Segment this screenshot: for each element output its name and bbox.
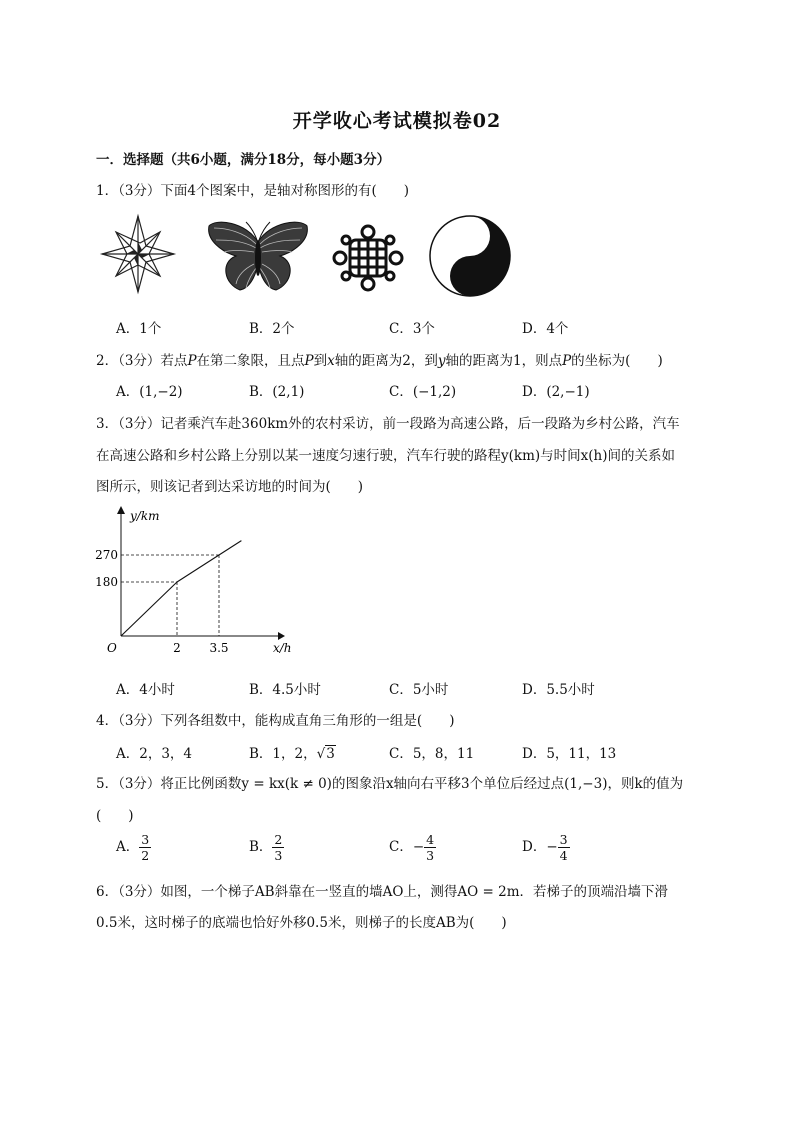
x-axis-label: x/h: [273, 641, 292, 655]
q1-option-d[interactable]: D．4个: [522, 321, 569, 337]
series-line-segment: [177, 555, 219, 582]
q5-option-b[interactable]: B． $\frac{2}{3}$: [249, 832, 283, 863]
compass-star-icon: [98, 212, 178, 296]
q1-stem: 1．（3分）下面4个图案中，是轴对称图形的有( ): [96, 183, 410, 199]
q4-stem: 4．（3分）下列各组数中，能构成直角三角形的一组是( ): [96, 713, 455, 729]
chinese-knot-icon: [330, 222, 406, 294]
q2-stem: 2．（3分）若点P在第二象限，且点P到x轴的距离为2，到y轴的距离为1，则点P的坐标为( ): [96, 353, 663, 369]
y-tick-label: 270: [95, 548, 118, 562]
q3-option-a[interactable]: A．4小时: [116, 682, 175, 698]
q3-stem-line3: 图所示，则该记者到达采访地的时间为( ): [96, 479, 364, 495]
q1-option-c[interactable]: C．3个: [389, 321, 435, 337]
q4-option-b[interactable]: B．1，2，√3: [249, 746, 335, 762]
q4-option-a[interactable]: A．2，3，4: [116, 746, 193, 762]
y-axis-arrow: [117, 506, 125, 514]
y-tick-label: 180: [95, 575, 118, 589]
page-title: 开学收心考试模拟卷02: [292, 110, 502, 132]
q1-option-a[interactable]: A．1个: [116, 321, 162, 337]
q4-option-c[interactable]: C．5，8，11: [389, 746, 475, 762]
sqrt-radicand: 3: [326, 746, 335, 762]
fraction: $\frac{4}{3}$: [426, 832, 435, 863]
q3-option-c[interactable]: C．5小时: [389, 682, 449, 698]
q6-stem-line1: 6．（3分）如图，一个梯子AB斜靠在一竖直的墙AO上，测得AO = 2m．若梯子的顶端沿墙下滑: [96, 884, 669, 900]
q3-option-b[interactable]: B．4.5小时: [249, 682, 321, 698]
q5-option-a[interactable]: A． $\frac{3}{2}$: [116, 832, 150, 863]
butterfly-icon: [206, 218, 310, 294]
distance-time-chart: [88, 500, 308, 668]
q1-option-b[interactable]: B．2个: [249, 321, 295, 337]
q4-option-d[interactable]: D．5，11，13: [522, 746, 617, 762]
q5-option-c[interactable]: C．− $\frac{4}{3}$: [389, 832, 435, 863]
x-axis-arrow: [278, 632, 285, 640]
x-tick-label: 3.5: [209, 641, 229, 655]
series-line-extension: [219, 541, 241, 555]
fraction: $\frac{2}{3}$: [274, 832, 283, 863]
series-line-segment: [121, 582, 177, 636]
q5-stem-line2: ( ): [96, 808, 134, 824]
q5-stem-line1: 5．（3分）将正比例函数y = kx(k ≠ 0)的图象沿x轴向右平移3个单位后经过点(1,−3)，则k的值为: [96, 776, 684, 792]
x-tick-label: 2: [173, 641, 181, 655]
q2-option-d[interactable]: D．(2,−1): [522, 384, 590, 400]
q2-option-c[interactable]: C．(−1,2): [389, 384, 457, 400]
q2-option-b[interactable]: B．(2,1): [249, 384, 305, 400]
origin-label: O: [107, 641, 117, 655]
q3-stem-line2: 在高速公路和乡村公路上分别以某一速度匀速行驶，汽车行驶的路程y(km)与时间x(h)间的关系如: [96, 448, 675, 464]
q6-stem-line2: 0.5米，这时梯子的底端也恰好外移0.5米，则梯子的长度AB为( ): [96, 915, 507, 931]
yin-yang-icon: [428, 214, 512, 298]
section-heading: 一．选择题（共6小题，满分18分，每小题3分）: [96, 152, 391, 168]
q3-stem-line1: 3．（3分）记者乘汽车赴360km外的农村采访，前一段路为高速公路，后一段路为乡村公路，汽车: [96, 416, 680, 432]
q2-option-a[interactable]: A．(1,−2): [116, 384, 183, 400]
q3-option-d[interactable]: D．5.5小时: [522, 682, 595, 698]
fraction: $\frac{3}{4}$: [559, 832, 568, 863]
fraction: $\frac{3}{2}$: [141, 832, 150, 863]
q5-option-d[interactable]: D．− $\frac{3}{4}$: [522, 832, 568, 863]
y-axis-label: y/km: [130, 509, 160, 523]
